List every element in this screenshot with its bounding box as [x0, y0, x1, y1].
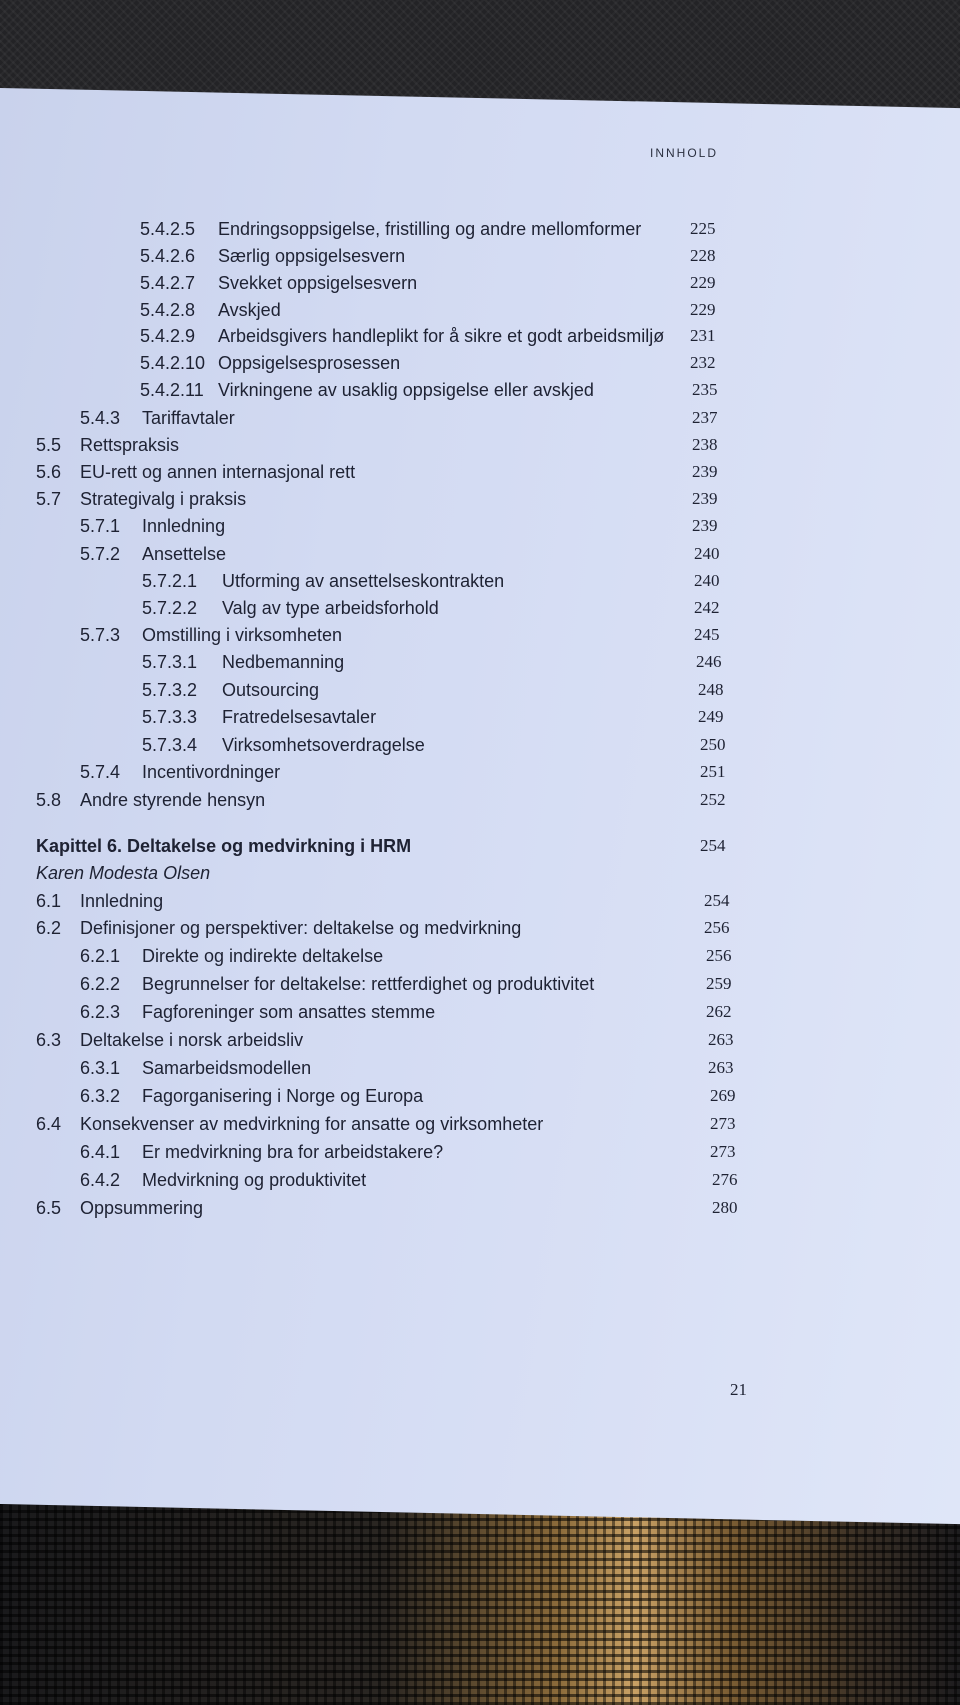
toc-entry-number: 6.2.1: [80, 946, 121, 966]
toc-entry-title: Rettspraksis: [80, 435, 180, 455]
toc-entry: [0, 298, 960, 322]
toc-entry-page: 231: [690, 326, 716, 345]
toc-entry-page: 254: [700, 836, 726, 855]
toc-entry-page: 256: [706, 946, 732, 965]
toc-entry-title: Innledning: [80, 891, 164, 911]
toc-entry-page: 252: [700, 790, 726, 809]
toc-entry-page: 235: [692, 380, 718, 399]
running-head: INNHOLD: [650, 146, 719, 160]
toc-entry-number: 5.4.2.9: [140, 326, 196, 346]
chapter-author: [0, 861, 960, 885]
toc-entry: [0, 705, 960, 729]
toc-entry-page: 229: [690, 273, 716, 292]
toc-entry-page: 237: [692, 408, 718, 427]
toc-entry-title: Endringsoppsigelse, fristilling og andre mellomformer: [218, 219, 642, 239]
toc-entry: [0, 1168, 960, 1192]
toc-entry-number: 6.4.1: [80, 1142, 121, 1162]
toc-entry-number: 6.2: [36, 918, 62, 938]
toc-entry-page: 229: [690, 300, 716, 319]
toc-entry-title: Fratredelsesavtaler: [222, 707, 377, 727]
toc-entry-number: 6.1: [36, 891, 62, 911]
toc-entry: [0, 1028, 960, 1052]
toc-entry-page: 232: [690, 353, 716, 372]
toc-entry-number: 5.4.2.5: [140, 219, 196, 239]
toc-entry-page: 239: [692, 489, 718, 508]
toc-entry: [0, 514, 960, 538]
chapter-heading: [0, 834, 960, 858]
toc-entry: [0, 351, 960, 375]
toc-entry-title: Konsekvenser av medvirkning for ansatte og virksomheter: [80, 1114, 544, 1134]
toc-entry-page: 263: [708, 1058, 734, 1077]
toc-entry: [0, 433, 960, 457]
toc-entry-title: Outsourcing: [222, 680, 320, 700]
toc-entry-page: 276: [712, 1170, 738, 1189]
toc-entry: [0, 324, 960, 348]
toc-entry-page: 239: [692, 516, 718, 535]
toc-entry-number: 5.4.2.8: [140, 300, 196, 320]
toc-entry: [0, 788, 960, 812]
toc-entry-title: Medvirkning og produktivitet: [142, 1170, 367, 1190]
toc-entry-title: Valg av type arbeidsforhold: [222, 598, 439, 618]
toc-entry-title: EU-rett og annen internasjonal rett: [80, 462, 356, 482]
toc-entry: [0, 889, 960, 913]
toc-entry: [0, 972, 960, 996]
toc-entry-title: Ansettelse: [142, 544, 227, 564]
toc-entry-title: Andre styrende hensyn: [80, 790, 266, 810]
toc-entry-page: 248: [698, 680, 724, 699]
toc-entry-page: 254: [704, 891, 730, 910]
toc-entry-page: 273: [710, 1114, 736, 1133]
toc-entry-page: 228: [690, 246, 716, 265]
toc-entry: [0, 916, 960, 940]
toc-entry-title: Incentivordninger: [142, 762, 281, 782]
toc-entry: [0, 244, 960, 268]
toc-entry-number: 5.4.2.7: [140, 273, 196, 293]
toc-entry-title: Deltakelse i norsk arbeidsliv: [80, 1030, 304, 1050]
toc-entry: [0, 271, 960, 295]
toc-entry-title: Samarbeidsmodellen: [142, 1058, 312, 1078]
toc-entry: [0, 1196, 960, 1220]
toc-entry-title: Fagorganisering i Norge og Europa: [142, 1086, 424, 1106]
toc-entry-page: 242: [694, 598, 720, 617]
toc-entry-title: Kapittel 6. Deltakelse og medvirkning i HRM: [36, 836, 412, 856]
toc-entry-title: Virkningene av usaklig oppsigelse eller avskjed: [218, 380, 594, 400]
toc-entry-number: 6.4: [36, 1114, 62, 1134]
toc-entry-page: 240: [694, 571, 720, 590]
toc-entry-number: 5.4.2.11: [140, 380, 204, 400]
page-number: 21: [730, 1380, 747, 1399]
toc-entry-number: 6.3.2: [80, 1086, 121, 1106]
toc-entry: [0, 760, 960, 784]
toc-entry-page: 245: [694, 625, 720, 644]
toc-entry-title: Svekket oppsigelsesvern: [218, 273, 418, 293]
toc-entry-page: 249: [698, 707, 724, 726]
toc-entry: [0, 542, 960, 566]
toc-entry: [0, 460, 960, 484]
toc-entry-title: Direkte og indirekte deltakelse: [142, 946, 384, 966]
toc-entry: [0, 678, 960, 702]
toc-entry-number: 5.7.1: [80, 516, 121, 536]
toc-entry-title: Definisjoner og perspektiver: deltakelse og medvirkning: [80, 918, 522, 938]
toc-entry-title: Avskjed: [218, 300, 281, 320]
toc-entry: [0, 944, 960, 968]
toc-entry-page: 240: [694, 544, 720, 563]
toc-entry: [0, 569, 960, 593]
toc-entry-title: Karen Modesta Olsen: [36, 863, 211, 883]
toc-entry: [0, 1056, 960, 1080]
toc-entry: [0, 596, 960, 620]
toc-entry-number: 5.7.3.3: [142, 707, 198, 727]
toc-entry-page: 262: [706, 1002, 732, 1021]
toc-entry-number: 5.7.3.4: [142, 735, 198, 755]
toc-entry-page: 246: [696, 652, 722, 671]
toc-entry-title: Nedbemanning: [222, 652, 345, 672]
toc-entry-page: 273: [710, 1142, 736, 1161]
toc-entry-number: 5.7.2: [80, 544, 121, 564]
toc-entry-page: 250: [700, 735, 726, 754]
toc-entry-page: 256: [704, 918, 730, 937]
toc-entry-number: 6.2.3: [80, 1002, 121, 1022]
toc-entry-title: Virksomhetsoverdragelse: [222, 735, 425, 755]
toc-entry: [0, 487, 960, 511]
toc-entry-title: Arbeidsgivers handleplikt for å sikre et godt arbeidsmiljø: [218, 326, 665, 346]
toc-entry: [0, 733, 960, 757]
toc-entry: [0, 1000, 960, 1024]
toc-entry: [0, 650, 960, 674]
toc-entry-title: Er medvirkning bra for arbeidstakere?: [142, 1142, 444, 1162]
toc-entry-number: 5.7.4: [80, 762, 121, 782]
toc-entry-page: 269: [710, 1086, 736, 1105]
toc-entry-number: 5.7: [36, 489, 62, 509]
toc-entry-number: 6.2.2: [80, 974, 121, 994]
fabric-background-bottom: [0, 1490, 960, 1705]
toc-entry-page: 225: [690, 219, 716, 238]
toc-entry: [0, 217, 960, 241]
toc-entry: [0, 406, 960, 430]
toc-entry-number: 6.3: [36, 1030, 62, 1050]
toc-entry-page: 251: [700, 762, 726, 781]
toc-entry-number: 5.8: [36, 790, 62, 810]
toc-entry-title: Strategivalg i praksis: [80, 489, 247, 509]
toc-entry-number: 5.7.2.2: [142, 598, 198, 618]
toc-entry: [0, 1140, 960, 1164]
toc-entry-number: 6.5: [36, 1198, 62, 1218]
toc-entry-title: Oppsummering: [80, 1198, 204, 1218]
toc-entry: [0, 1112, 960, 1136]
toc-entry-number: 5.7.3.2: [142, 680, 198, 700]
toc-entry-title: Utforming av ansettelseskontrakten: [222, 571, 505, 591]
toc-entry-title: Innledning: [142, 516, 226, 536]
toc-entry-number: 5.4.2.6: [140, 246, 196, 266]
toc-entry-number: 5.4.3: [80, 408, 121, 428]
toc-entry-title: Særlig oppsigelsesvern: [218, 246, 406, 266]
toc-entry-number: 6.4.2: [80, 1170, 121, 1190]
toc-entry-number: 6.3.1: [80, 1058, 121, 1078]
toc-entry-title: Tariffavtaler: [142, 408, 235, 428]
toc-entry-number: 5.7.3: [80, 625, 121, 645]
toc-entry-page: 239: [692, 462, 718, 481]
toc-entry-title: Oppsigelsesprosessen: [218, 353, 401, 373]
toc-entry-page: 238: [692, 435, 718, 454]
toc-entry-number: 5.7.2.1: [142, 571, 198, 591]
toc-entry-page: 259: [706, 974, 732, 993]
toc-entry-number: 5.6: [36, 462, 62, 482]
toc-entry-number: 5.5: [36, 435, 62, 455]
toc-entry-title: Begrunnelser for deltakelse: rettferdighet og produktivitet: [142, 974, 595, 994]
toc-entry-number: 5.4.2.10: [140, 353, 206, 373]
toc-entry-number: 5.7.3.1: [142, 652, 198, 672]
toc-entry-title: Omstilling i virksomheten: [142, 625, 343, 645]
toc-entry: [0, 623, 960, 647]
toc-entry-page: 263: [708, 1030, 734, 1049]
toc-entry-title: Fagforeninger som ansattes stemme: [142, 1002, 436, 1022]
toc-entry-page: 280: [712, 1198, 738, 1217]
toc-entry: [0, 1084, 960, 1108]
toc-entry: [0, 378, 960, 402]
